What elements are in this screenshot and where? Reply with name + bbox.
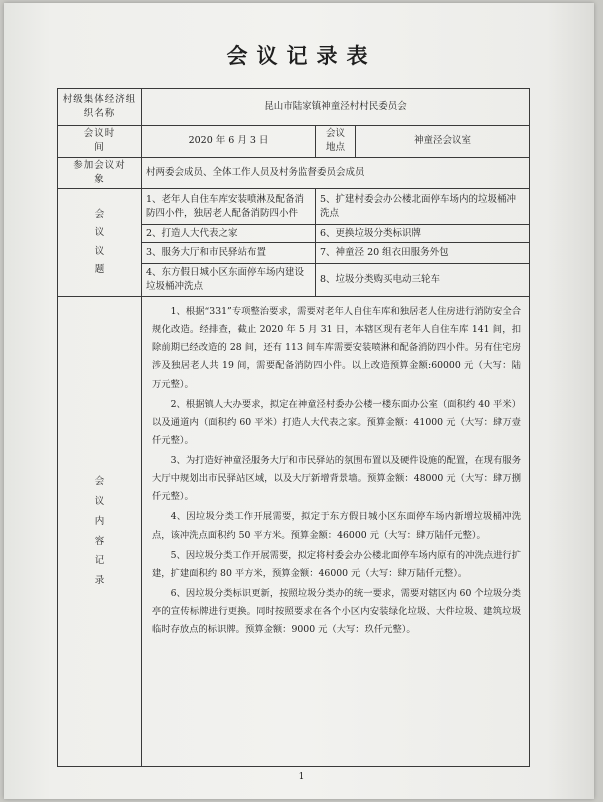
topic-item: 1、老年人自住车库安装喷淋及配备消防四小件，独居老人配备消防四小件 [142,189,316,225]
topic-item: 5、扩建村委会办公楼北面停车场内的垃圾桶冲洗点 [316,189,530,225]
meeting-time-value: 2020 年 6 月 3 日 [142,126,316,158]
page-number: 1 [298,772,305,782]
content-label: 会 议 内 容 记 录 [58,297,142,767]
content-paragraph: 3、为打造好神童泾服务大厅和市民驿站的氛围布置以及硬件设施的配置，在现有服务大厅中规划出市民驿站区域，以及大厅新增背景墙。预算金额：48000 元（大写：肆万捌仟元整）。 [152,455,522,503]
topic-item: 7、神童泾 20 组衣田服务外包 [316,243,530,264]
meeting-record-table [57,88,530,767]
topic-item: 8、垃圾分类购买电动三轮车 [316,264,530,297]
topic-item: 6、更换垃圾分类标识牌 [316,225,530,243]
topic-item: 2、打造人大代表之家 [142,225,316,243]
topic-item: 3、服务大厅和市民驿站布置 [142,243,316,264]
org-name-label: 村级集体经济组 织名称 [58,89,142,126]
content-paragraph: 4、因垃圾分类工作开展需要，拟定于东方假日城小区东面停车场内新增垃圾桶冲洗点，该冲洗点面积约 50 平方米。预算金额：46000 元（大写：肆万陆仟元整）。 [152,511,522,541]
content-paragraph: 2、根据镇人大办要求，拟定在神童泾村委办公楼一楼东面办公室（面积约 40 平米）以及通道内（面积约 60 平米）打造人大代表之家。预算金额：41000 元（大写：肆万壹仟元整）。 [152,398,522,446]
meeting-place-label: 会议 地点 [316,126,356,158]
page-title: 会议记录表 [226,43,377,68]
topics-label: 会 议 议 题 [58,189,142,297]
content-record [142,297,530,767]
content-paragraph: 1、根据“331”专项整治要求，需要对老年人自住车库和独居老人住房进行消防安全合规化改造。经排查，截止 2020 年 5 月 31 日，本辖区现有老年人自住车库 141 间，扣除前期已经改造的 28 间，还有 113 间车库需要安装喷淋和配备消防四小件。另有住宅房涉及独居老人共 19 间，需要配备消防四小件。以上改造预算金额:60000 元（大写：陆万元整）。 [152,306,522,390]
topic-item: 4、东方假日城小区东面停车场内建设垃圾桶冲洗点 [142,264,316,297]
content-paragraph: 6、因垃圾分类标识更新，按照垃圾分类办的统一要求，需要对辖区内 60 个垃圾分类亭的宣传标牌进行更换。同时按照要求在各个小区内安装绿化垃圾、大件垃圾、建筑垃圾临时存放点的标识牌。预算金额：9000 元（大写：玖仟元整）。 [152,587,522,636]
meeting-time-label: 会议时 间 [58,126,142,158]
org-name-value: 昆山市陆家镇神童泾村村民委员会 [142,89,530,126]
content-paragraph: 5、因垃圾分类工作开展需要，拟定将村委会办公楼北面停车场内原有的冲洗点进行扩建，扩建面积约 80 平方米，预算金额：46000 元（大写：肆万陆仟元整）。 [152,549,522,579]
meeting-place-value: 神童泾会议室 [356,126,530,158]
attendees-value: 村两委会成员、全体工作人员及村务监督委员会成员 [142,157,530,189]
attendees-label: 参加会议对 象 [58,157,142,189]
